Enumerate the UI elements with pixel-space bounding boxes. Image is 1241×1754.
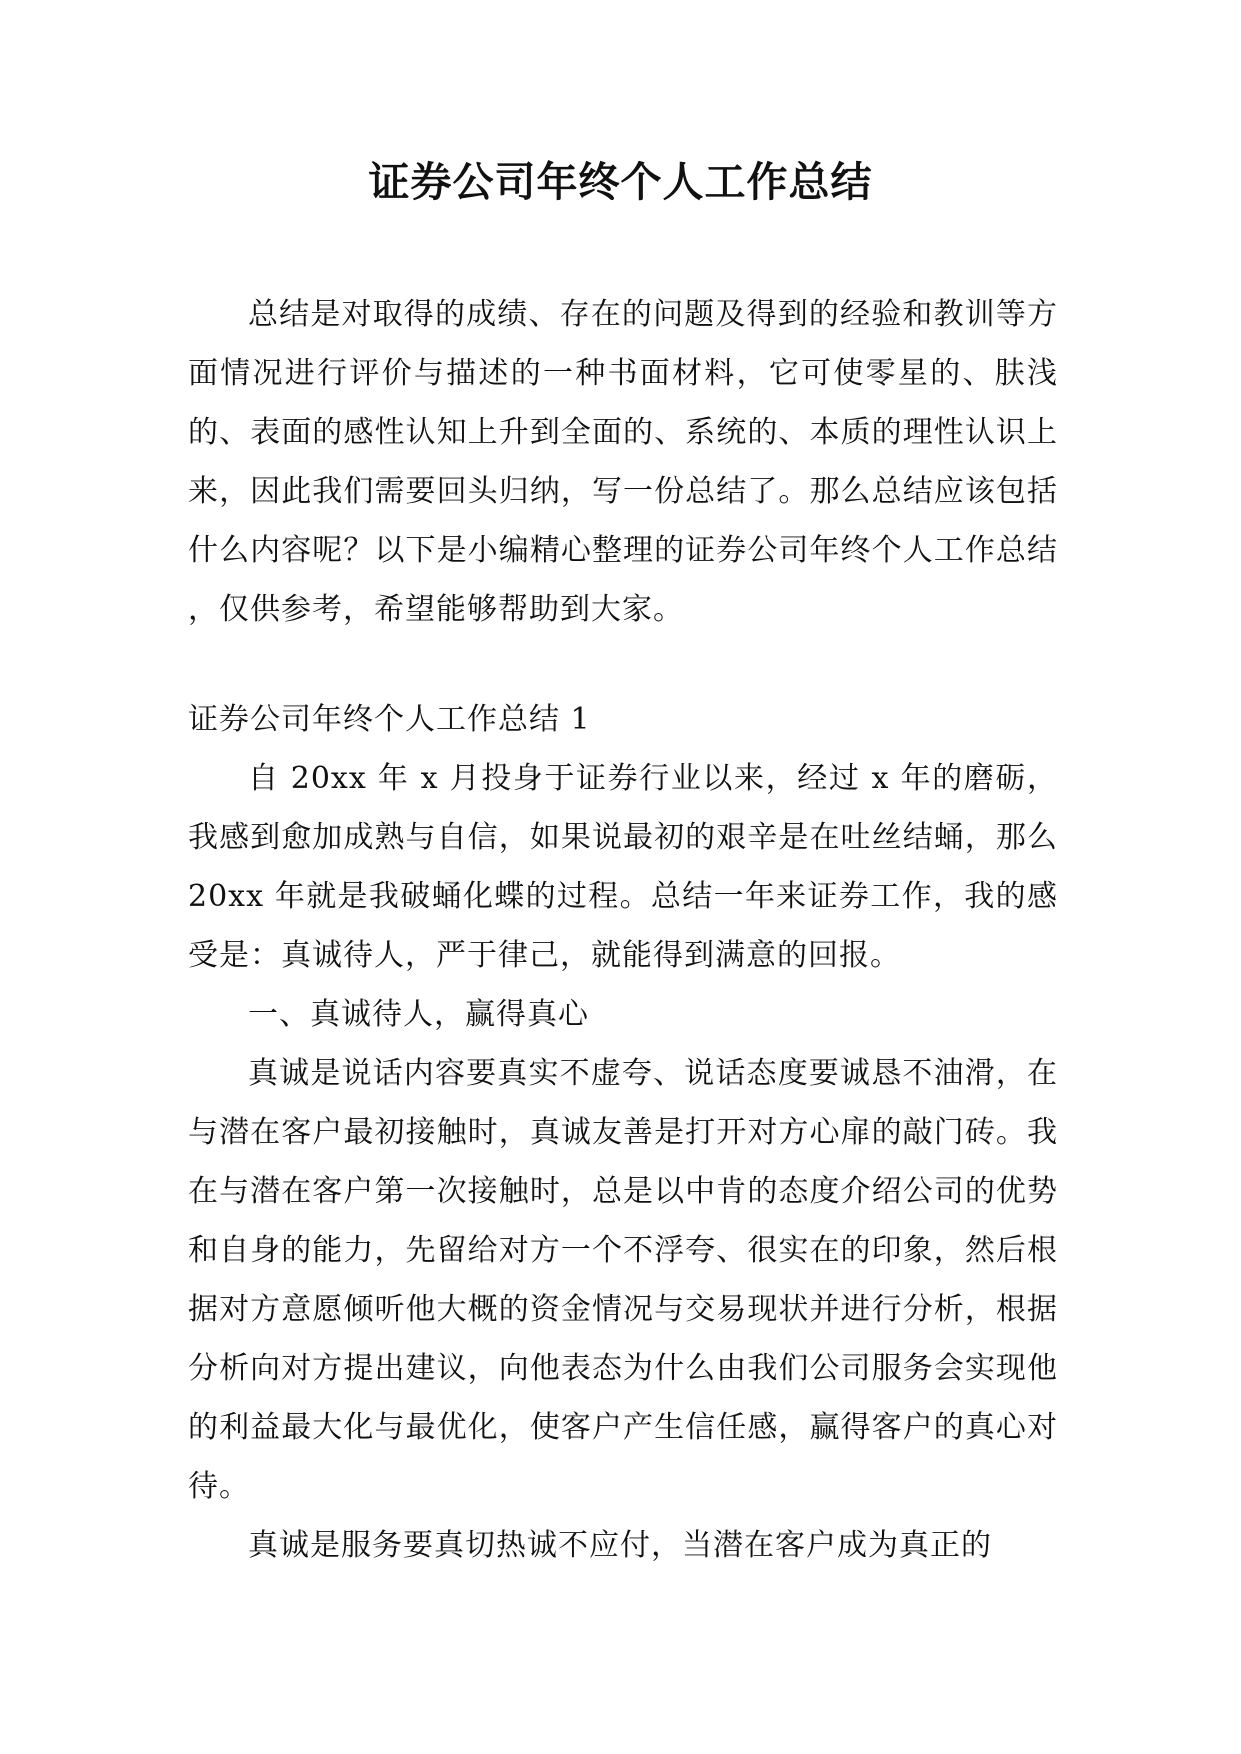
body-paragraph: 自 20xx 年 x 月投身于证券行业以来，经过 x 年的磨砺，我感到愈加成熟与自信，如果说最初的艰辛是在吐丝结蛹，那么 20xx 年就是我破蛹化蝶的过程。总结一年来证券工作，我的感受是：真诚待人，严于律己，就能得到满意的回报。 xyxy=(188,761,1058,973)
intro-paragraph: 总结是对取得的成绩、存在的问题及得到的经验和教训等方面情况进行评价与描述的一种书面材料，它可使零星的、肤浅的、表面的感性认知上升到全面的、系统的、本质的理性认识上来，因此我们需要回头归纳，写一份总结了。那么总结应该包括什么内容呢？以下是小编精心整理的证券公司年终个人工作总结 ，仅供参考，希望能够帮助到大家。 xyxy=(188,297,1058,627)
section-title: 证券公司年终个人工作总结 1 xyxy=(188,702,591,737)
subheading-paragraph: 一、真诚待人，赢得真心 xyxy=(248,997,589,1032)
body-paragraph: 真诚是服务要真切热诚不应付，当潜在客户成为真正的 xyxy=(248,1528,992,1563)
intro-section xyxy=(188,285,1058,639)
summary-section xyxy=(188,690,1058,1575)
body-paragraph: 真诚是说话内容要真实不虚夸、说话态度要诚恳不油滑，在与潜在客户最初接触时，真诚友善是打开对方心扉的敲门砖。我在与潜在客户第一次接触时，总是以中肯的态度介绍公司的优势和自身的能力，先留给对方一个不浮夸、很实在的印象，然后根据对方意愿倾听他大概的资金情况与交易现状并进行分析，根据分析向对方提出建议，向他表态为什么由我们公司服务会实现他的利益最大化与最优化，使客户产生信任感，赢得客户的真心对待。 xyxy=(188,1056,1058,1504)
document-title: 证券公司年终个人工作总结 xyxy=(368,158,873,206)
